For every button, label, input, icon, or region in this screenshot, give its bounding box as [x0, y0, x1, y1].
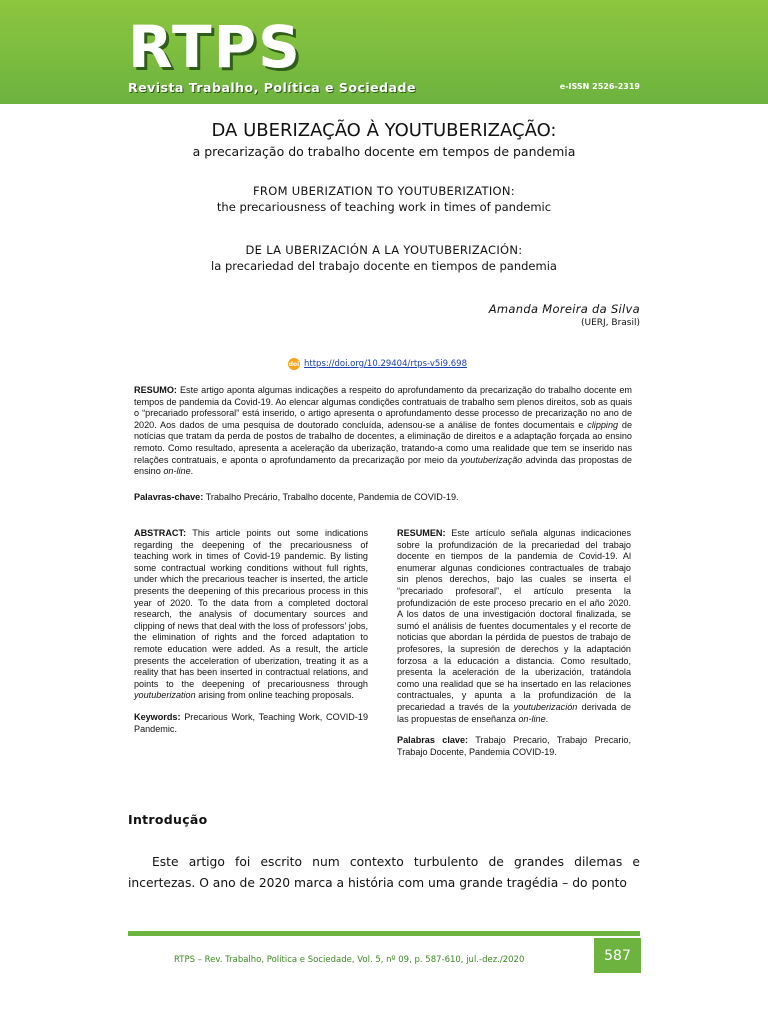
title-pt: DA UBERIZAÇÃO À YOUTUBERIZAÇÃO: [211, 120, 557, 141]
resumo-paragraph [134, 385, 632, 478]
abstract-label: ABSTRACT: [134, 528, 187, 538]
doi-icon: doi [288, 358, 300, 370]
abstract-text: arising from online teaching proposals. [195, 690, 354, 701]
title-es: DE LA UBERIZACIÓN A LA YOUTUBERIZACIÓN: [245, 243, 523, 257]
resumen-text: . [545, 713, 549, 724]
keywords-label: Keywords: [134, 711, 181, 722]
abstract-italic: youtuberization [134, 690, 196, 701]
doi-link[interactable]: https://doi.org/10.29404/rtps-v5i9.698 [304, 359, 467, 369]
resumen-italic: youtuberización [513, 701, 578, 712]
issn: e-ISSN 2526-2319 [559, 82, 640, 91]
subtitle-en: the precariousness of teaching work in times of pandemic [216, 200, 552, 214]
palabras-clave-text: Trabajo Precario, Trabajo Precario, Trabajo Docente, Pandemia COVID-19. [397, 735, 631, 757]
palavras-chave [134, 492, 632, 502]
journal-logo: RTPS [128, 13, 302, 81]
resumo-italic: on-line [163, 466, 191, 477]
resumo-italic: youtuberização [460, 454, 523, 465]
abstract-text: This article points out some indications regarding the deepening of the precariousness of teaching work in times of Covid-19 pandemic. By listing some contractual working conditions without full rights, under which the precarious teacher is inserted, the article presents the deepening of this precarious process in this year of 2020. To the data from a completed doctoral research, the analysis of documentary sources and clipping of news that deal with the loss of professors' jobs, the elimination of rights and the forced adaptation to remote education were added. As a result, the article presents the acceleration of uberization, treating it as a reality that has been inserted in contractual relations, and points to the deepening of precariousness through [134, 528, 368, 689]
journal-header [0, 0, 768, 104]
journal-name: Revista Trabalho, Política e Sociedade [128, 80, 416, 95]
footer-citation: RTPS – Rev. Trabalho, Política e Sociedade, Vol. 5, nº 09, p. 587-610, jul.-dez./2020 [174, 955, 525, 965]
resumen-text: Este artículo señala algunas indicaciones sobre la profundización de la precariedad del trabajo docente en tiempos de la pandemia de Covid-19. Al enumerar algunas condiciones contractuales de trabajo sin plenos derechos, bajo las cuales se inserta el “precariado profesoral”, el artículo presenta la profundización de este proceso precario en el año 2020. A los datos de una investigación doctoral finalizada, se sumó el análisis de fuentes documentales y el recorte de noticias que abordan la pérdida de puestos de trabajo de profesores, la supresión de derechos y la adaptación forzosa a la educación a distancia. Como resultado, presenta la aceleración de la uberización, tratándola como una realidad que se ha insertado en las relaciones contractuales, y apunta a la profundización de la precariedad a través de la [397, 528, 631, 712]
palavras-chave-label: Palavras-chave: [134, 492, 204, 502]
keywords-text: Precarious Work, Teaching Work, COVID-19 Pandemic. [134, 711, 368, 734]
title-en: FROM UBERIZATION TO YOUTUBERIZATION: [253, 184, 515, 198]
section-heading-introducao: Introdução [128, 812, 208, 827]
intro-paragraph: Este artigo foi escrito num contexto turbulento de grandes dilemas e incertezas. O ano de 2020 marca a história com uma grande tragédia – do ponto [128, 855, 640, 890]
resumo-text: de notícias que tratam da perda de postos de trabalho de docentes, a eliminação de direitos e a adaptação forçada ao ensino remoto. Como resultado, apresenta a aceleração da uberização, tratando-a como uma realidade que tem se inserido nas relações contratuais, e aponta o aprofundamento da precarização por meio da [134, 419, 632, 465]
resumo-text: advinda das propostas de ensino [134, 454, 632, 477]
resumen-text: derivada de las propuestas de enseñanza [397, 701, 631, 724]
keywords [134, 712, 368, 735]
resumen-label: RESUMEN: [397, 528, 446, 538]
palabras-clave-label: Palabras clave: [397, 735, 469, 746]
palavras-chave-text: Trabalho Precário, Trabalho docente, Pandemia de COVID-19. [203, 492, 459, 502]
resumo-text: . [190, 466, 194, 477]
footer-divider [128, 931, 640, 936]
resumen-italic: on-line [518, 713, 546, 724]
abstract-column [134, 528, 368, 735]
doi-line [288, 358, 467, 370]
abstract-paragraph [134, 528, 368, 702]
author-affiliation: (UERJ, Brasil) [580, 318, 640, 328]
palabras-clave [397, 735, 631, 758]
resumen-paragraph [397, 528, 631, 725]
author-name: Amanda Moreira da Silva [488, 302, 640, 316]
resumo-text: Este artigo aponta algumas indicações a respeito do aprofundamento da precarização do trabalho docente em tempos de pandemia da Covid-19. Ao elencar algumas condições contratuais de trabalho sem plenos direitos, sob as quais o “precariado professoral” está inserido, o artigo apresenta o aprofundamento desse processo de precarização no ano de 2020. Aos dados de uma pesquisa de doutorado concluída, adensou-se a análise de fontes documentais e [134, 385, 632, 430]
resumen-column [397, 528, 631, 758]
resumo-italic: clipping [587, 419, 619, 430]
subtitle-pt: a precarização do trabalho docente em tempos de pandemia [192, 144, 576, 159]
resumo-label: RESUMO: [134, 385, 177, 395]
subtitle-es: la precariedad del trabajo docente en tiempos de pandemia [211, 259, 557, 273]
page-number: 587 [594, 938, 641, 973]
